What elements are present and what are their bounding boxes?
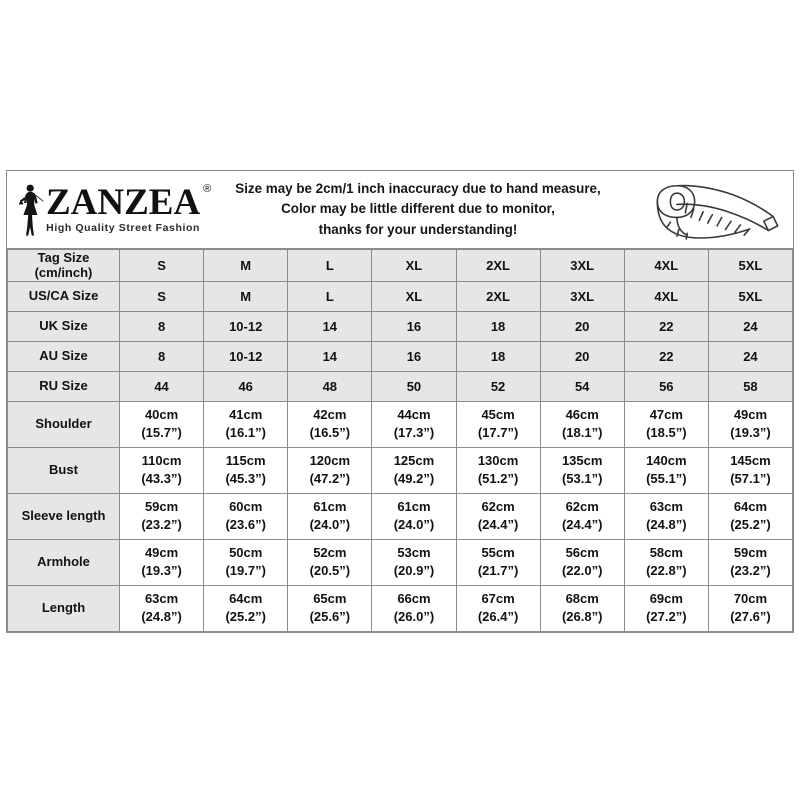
size-cell: 44 [120,371,204,401]
measure-inch: (23.2”) [730,563,771,579]
measure-cell [708,447,792,493]
measure-cm: 59cm [733,544,768,560]
measure-cm: 44cm [397,406,431,422]
size-cell: 24 [708,341,792,371]
measure-cell [120,401,204,447]
size-cell: 14 [288,341,372,371]
measure-inch: (47.2”) [309,471,351,487]
size-cell: 10-12 [204,311,288,341]
measure-inch: (22.0”) [561,563,603,579]
measure-cell [204,493,288,539]
table-row [8,371,793,401]
measure-cell [372,401,456,447]
measure-cm: 65cm [313,590,347,606]
measure-cm: 61cm [397,498,431,514]
size-cell: 10-12 [204,341,288,371]
row-label: Sleeve length [8,493,120,539]
brand-name-text: ZANZEA [46,181,201,223]
row-label: AU Size [8,341,120,371]
measure-inch: (17.7”) [477,425,519,441]
table-row-tag-size [8,250,793,282]
measure-cell [540,401,624,447]
notice-line-1: Size may be 2cm/1 inch inaccuracy due to hand measure, [235,180,601,196]
measure-cm: 55cm [481,544,515,560]
measure-inch: (20.9”) [393,563,435,579]
measure-cell [288,493,372,539]
size-cell: L [288,281,372,311]
measure-cell [204,401,288,447]
size-cell: 18 [456,341,540,371]
tag-size-cell: S [120,250,204,282]
size-cell: 8 [120,311,204,341]
measure-inch: (27.2”) [646,609,687,625]
measure-inch: (45.3”) [225,471,266,487]
row-label: US/CA Size [8,281,120,311]
measure-cm: 130cm [477,452,519,468]
size-cell: 20 [540,311,624,341]
measure-cm: 70cm [733,590,768,606]
tag-size-unit-label: (cm/inch) [34,265,93,281]
size-cell: 46 [204,371,288,401]
table-row [8,539,793,585]
measure-inch: (24.8”) [646,517,687,533]
table-row [8,493,793,539]
size-cell: 5XL [708,281,792,311]
size-cell: 22 [624,311,708,341]
measure-inch: (26.8”) [561,609,603,625]
size-cell: 58 [708,371,792,401]
brand-logo [7,181,212,238]
size-cell: 4XL [624,281,708,311]
measure-cell [204,447,288,493]
measure-cell [120,447,204,493]
measure-inch: (24.0”) [393,517,435,533]
measure-cell [120,493,204,539]
measure-cm: 45cm [481,406,515,422]
measure-cell [540,447,624,493]
measure-cell [624,401,708,447]
measure-cm: 40cm [144,406,179,422]
row-label: RU Size [8,371,120,401]
size-cell: S [120,281,204,311]
tag-size-cell: 5XL [708,250,792,282]
row-label: Armhole [8,539,120,585]
measure-inch: (25.6”) [309,609,351,625]
measure-inch: (55.1”) [646,471,687,487]
measure-inch: (26.4”) [477,609,519,625]
measure-cell [540,539,624,585]
size-cell: 14 [288,311,372,341]
tag-size-label: Tag Size [37,250,90,265]
brand-tagline: High Quality Street Fashion [46,222,201,235]
row-label: Length [8,585,120,631]
registered-mark-icon: ® [203,182,212,195]
size-cell: 3XL [540,281,624,311]
chart-header [7,171,793,249]
size-cell: 2XL [456,281,540,311]
table-row [8,401,793,447]
measure-inch: (15.7”) [141,425,182,441]
measure-cm: 110cm [141,452,182,468]
measure-inch: (24.0”) [309,517,351,533]
tag-size-cell: 2XL [456,250,540,282]
measure-cell [204,585,288,631]
size-cell: 8 [120,341,204,371]
measure-inch: (53.1”) [561,471,603,487]
measure-cell [372,585,456,631]
measure-cell [708,539,792,585]
table-row [8,281,793,311]
table-row [8,311,793,341]
measure-cm: 64cm [733,498,768,514]
measure-inch: (19.7”) [225,563,266,579]
measure-cell [456,585,540,631]
measure-cell [456,401,540,447]
measure-cm: 62cm [481,498,515,514]
measure-inch: (18.1”) [561,425,603,441]
tag-size-cell: L [288,250,372,282]
table-row [8,341,793,371]
measure-cm: 145cm [730,452,771,468]
measure-cell [624,447,708,493]
measure-inch: (20.5”) [309,563,351,579]
row-label-tag-size [8,250,120,282]
measure-cm: 135cm [561,452,603,468]
measure-inch: (57.1”) [730,471,771,487]
measure-inch: (43.3”) [141,471,182,487]
measure-cm: 120cm [309,452,351,468]
size-cell: 18 [456,311,540,341]
measure-cell [372,539,456,585]
measure-cm: 49cm [733,406,768,422]
table-row [8,585,793,631]
measure-inch: (25.2”) [730,517,771,533]
measure-cm: 58cm [649,544,683,560]
measure-cell [288,539,372,585]
measure-cell [288,447,372,493]
measure-cm: 140cm [646,452,687,468]
size-cell: 22 [624,341,708,371]
measure-cell [456,493,540,539]
size-chart [6,170,794,633]
size-cell: 20 [540,341,624,371]
measure-cm: 46cm [565,406,599,422]
measure-inch: (25.2”) [225,609,266,625]
size-cell: 54 [540,371,624,401]
measure-cell [540,493,624,539]
measure-inch: (16.1”) [225,425,266,441]
measure-inch: (17.3”) [393,425,435,441]
measure-cm: 52cm [313,544,347,560]
tag-size-cell: M [204,250,288,282]
measure-cell [288,401,372,447]
size-cell: 16 [372,311,456,341]
measure-cm: 50cm [229,544,263,560]
measure-inch: (51.2”) [477,471,519,487]
measure-cm: 53cm [397,544,431,560]
table-row [8,447,793,493]
row-label: Shoulder [8,401,120,447]
notice-line-2: Color may be little different due to monitor, [281,201,555,217]
measure-cm: 62cm [565,498,599,514]
size-cell: 52 [456,371,540,401]
measure-cell [288,585,372,631]
measure-cell [456,447,540,493]
tag-size-cell: 3XL [540,250,624,282]
measure-inch: (23.2”) [141,517,182,533]
measure-inch: (19.3”) [141,563,182,579]
measure-inch: (24.4”) [561,517,603,533]
measure-inch: (24.4”) [477,517,519,533]
measure-cm: 115cm [225,452,266,468]
measure-cell [120,539,204,585]
tag-size-cell: 4XL [624,250,708,282]
measure-cm: 66cm [397,590,431,606]
measure-cm: 68cm [565,590,599,606]
size-cell: 16 [372,341,456,371]
measure-cell [708,585,792,631]
measure-inch: (16.5”) [309,425,351,441]
row-label: Bust [8,447,120,493]
measure-inch: (24.8”) [141,609,182,625]
size-table-body [8,250,793,632]
brand-text [46,181,212,235]
measure-cm: 61cm [313,498,347,514]
size-table [7,249,793,632]
measure-cm: 63cm [144,590,179,606]
measure-cm: 64cm [229,590,263,606]
measure-cell [708,401,792,447]
woman-silhouette-icon [15,182,45,238]
measure-inch: (27.6”) [730,609,771,625]
measure-cm: 59cm [144,498,179,514]
measure-cm: 125cm [393,452,435,468]
measure-cm: 41cm [229,406,263,422]
measure-cm: 69cm [649,590,683,606]
measure-cm: 56cm [565,544,599,560]
size-cell: 48 [288,371,372,401]
measure-inch: (22.8”) [646,563,687,579]
size-cell: 50 [372,371,456,401]
measure-inch: (19.3”) [730,425,771,441]
measure-cm: 49cm [144,544,179,560]
measure-inch: (21.7”) [477,563,519,579]
measure-cell [120,585,204,631]
measure-cm: 60cm [229,498,263,514]
measure-cell [708,493,792,539]
measure-cm: 42cm [313,406,347,422]
measure-cm: 67cm [481,590,515,606]
measure-cell [456,539,540,585]
measure-inch: (26.0”) [393,609,435,625]
measure-cell [204,539,288,585]
notice-line-3: thanks for your understanding! [318,221,518,237]
measure-inch: (49.2”) [393,471,435,487]
size-cell: 24 [708,311,792,341]
size-cell: 56 [624,371,708,401]
tape-measure-icon [643,177,793,243]
measure-cell [624,539,708,585]
brand-name [46,181,212,223]
measure-cell [372,447,456,493]
measure-cell [624,585,708,631]
measure-cell [624,493,708,539]
measure-cm: 47cm [649,406,683,422]
measure-cell [372,493,456,539]
measure-cm: 63cm [649,498,683,514]
measure-cell [540,585,624,631]
measure-inch: (23.6”) [225,517,266,533]
row-label: UK Size [8,311,120,341]
measure-inch: (18.5”) [646,425,687,441]
size-cell: M [204,281,288,311]
tag-size-cell: XL [372,250,456,282]
measurement-notice [193,179,643,240]
size-cell: XL [372,281,456,311]
